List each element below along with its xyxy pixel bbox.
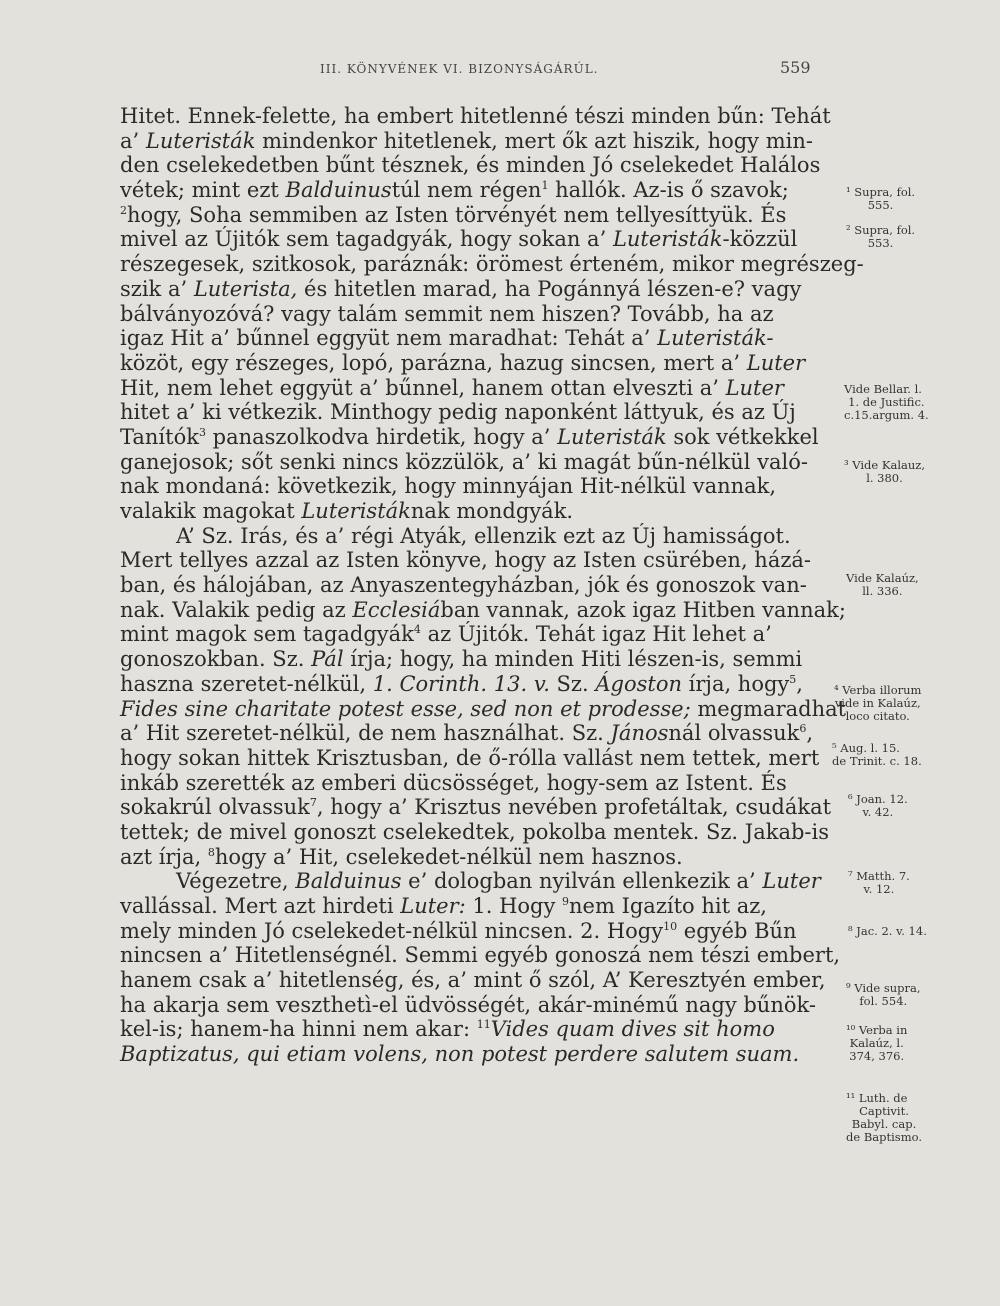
margin-note-line: 374, 376.: [849, 1049, 905, 1063]
text-segment: a’ Hit szeretet-nélkül, de nem használhat. Sz.: [120, 721, 611, 746]
margin-note-line: de Baptismo.: [846, 1130, 922, 1144]
text-line: [120, 894, 840, 919]
margin-note-line: ⁶ Joan. 12.: [848, 792, 908, 806]
text-line: [120, 548, 840, 573]
margin-note: [846, 1024, 907, 1063]
text-segment: e’ dologban nyilván ellenkezik a’: [401, 869, 763, 894]
text-line: [120, 474, 840, 499]
margin-note: [846, 982, 921, 1008]
text-segment: részegesek, szitkosok, paráznák: örömest érteném, mikor megrészeg-: [120, 252, 864, 277]
margin-note-line: c.15.argum. 4.: [844, 408, 929, 422]
text-line: [120, 795, 840, 820]
text-segment: Mert tellyes azzal az Isten könyve, hogy az Isten csürében, házá-: [120, 548, 812, 573]
text-segment: hogy sokan hittek Krisztusban, de ő-rólla vallást nem tettek, mert: [120, 745, 820, 770]
text-segment: Luteristák: [557, 424, 667, 449]
text-segment: Végezetre,: [176, 869, 296, 894]
footnote-ref: 2: [120, 203, 127, 217]
text-segment: ha akarja sem veszthetì-el üdvösségét, akár-minémű nagy bűnök-: [120, 992, 816, 1017]
text-segment: Hitet. Ennek-felette, ha embert hitetlenné tészi minden bűn: Tehát: [120, 104, 831, 128]
text-segment: szik a’: [120, 276, 194, 301]
text-line: [120, 597, 846, 623]
margin-note: [848, 925, 927, 938]
text-segment: 1. Hogy: [465, 894, 563, 918]
text-line: [120, 573, 840, 598]
margin-note: [846, 572, 919, 598]
footnote-ref: 3: [198, 425, 206, 439]
margin-note: [848, 870, 910, 896]
text-segment: Fides sine charitate potest esse, sed non et prodesse;: [120, 696, 691, 721]
text-segment: nak mondgyák.: [410, 499, 574, 523]
margin-note-line: ⁴ Verba illorum: [834, 683, 922, 697]
text-line: [120, 1042, 840, 1067]
text-segment: ban, és hálojában, az Anyaszentegyházban, jók és gonoszok van-: [120, 573, 807, 598]
text-line: [120, 129, 840, 154]
text-segment: mivel az Újitók sem tagadgyák, hogy sokan a’: [120, 227, 613, 252]
text-line: [120, 227, 840, 252]
text-segment: nak. Valakik pedig az: [120, 597, 353, 622]
text-segment: mint magok sem tagadgyák: [120, 622, 414, 647]
text-segment: Luteristák: [612, 227, 723, 252]
text-segment: nál olvassuk: [668, 721, 800, 746]
margin-note: [844, 383, 929, 422]
text-segment: , hogy a’ Krisztus nevében profetáltak, csudákat: [316, 795, 832, 820]
text-segment: -közzül: [722, 227, 798, 252]
margin-note-line: v. 42.: [862, 805, 894, 819]
text-segment: Luterista,: [193, 276, 298, 301]
text-segment: nak mondaná: következik, hogy minnyájan Hit-nélkül vannak,: [120, 474, 777, 499]
text-segment: hogy a’ Hit, cselekedet-nélkül nem hasznos.: [214, 844, 683, 869]
text-segment: A’ Sz. Irás, és a’ régi Atyák, ellenzik ezt az Új hamisságot.: [176, 523, 791, 548]
text-line: [120, 425, 840, 450]
footnote-ref: 10: [663, 919, 678, 933]
text-segment: Luteristák: [145, 128, 256, 153]
margin-note-line: 553.: [867, 236, 894, 250]
margin-note-line: ¹⁰ Verba in: [846, 1023, 908, 1037]
text-segment: mely minden Jó cselekedet-nélkül nincsen. 2. Hogy: [120, 918, 664, 943]
margin-note-line: l. 380.: [866, 471, 903, 485]
margin-note-line: Vide Bellar. l.: [844, 382, 922, 396]
text-segment: Luter: [762, 869, 821, 894]
text-segment: hitet a’ ki vétkezik. Minthogy pedig naponként láttyuk, és az Új: [120, 400, 796, 425]
margin-note: [846, 186, 915, 212]
margin-note-line: 1. de Justific.: [848, 395, 925, 409]
text-segment: sokakrúl olvassuk: [120, 795, 310, 820]
text-line: [120, 771, 840, 796]
text-segment: Hit, nem lehet eggyüt a’ bűnnel, hanem ottan elveszti a’: [120, 375, 726, 400]
text-segment: írja; hogy, ha minden Hiti lészen-is, semmi: [343, 647, 803, 672]
text-segment: azt írja,: [120, 844, 208, 869]
text-segment: közöt, egy részeges, lopó, parázna, hazug sincsen, mert a’: [120, 350, 747, 375]
text-line: [120, 869, 840, 894]
text-segment: Luteristák-: [657, 326, 774, 351]
text-line: [120, 943, 840, 968]
text-segment: a’: [120, 128, 146, 153]
margin-note: [846, 1092, 922, 1144]
margin-note-line: ² Supra, fol.: [846, 223, 916, 237]
text-segment: vétek; mint ezt: [120, 178, 286, 203]
text-segment: sok vétkekkel: [666, 424, 819, 449]
margin-note-line: Kalaúz, l.: [849, 1036, 904, 1050]
text-line: [120, 1017, 840, 1042]
text-line: [120, 178, 840, 203]
text-line: [120, 746, 840, 771]
text-line: [120, 153, 840, 178]
text-segment: kel-is; hanem-ha hinni nem akar:: [120, 1017, 477, 1042]
text-segment: az Újitók. Tehát igaz Hit lehet a’: [420, 622, 772, 647]
margin-note: [844, 459, 925, 485]
margin-note-line: de Trinit. c. 18.: [832, 754, 922, 768]
margin-note: [848, 793, 908, 819]
margin-note-line: 555.: [867, 198, 894, 212]
text-segment: Luter:: [400, 894, 466, 918]
text-segment: Balduinus: [285, 178, 392, 203]
footnote-ref: 7: [309, 796, 317, 810]
text-segment: megmaradhat: [690, 696, 847, 721]
footnote-ref: 11: [476, 1018, 491, 1032]
margin-note-line: Vide Kalaúz,: [846, 571, 919, 585]
footnote-ref: 5: [789, 672, 797, 686]
footnote-ref: 8: [207, 845, 215, 859]
margin-note-line: v. 12.: [863, 882, 895, 896]
body-text: [120, 104, 864, 1067]
text-segment: Ecclesiá: [352, 597, 441, 622]
text-line: [120, 845, 840, 870]
text-segment: bálványozóvá? vagy talám semmit nem hiszen? Tovább, ha az: [120, 301, 774, 326]
text-line: [120, 721, 840, 746]
text-line: [120, 696, 847, 722]
text-segment: gonoszokban. Sz.: [120, 647, 312, 672]
text-segment: nincsen a’ Hitetlenségnél. Semmi egyéb gonoszá nem tészi embert,: [120, 943, 841, 968]
text-segment: és hitetlen marad, ha Pogánnyá lészen-e? vagy: [297, 276, 802, 301]
footnote-ref: 1: [541, 179, 549, 193]
text-segment: János: [610, 721, 669, 746]
page-number: 559: [780, 58, 811, 77]
text-line: [120, 622, 840, 647]
margin-note-line: Babyl. cap.: [851, 1117, 917, 1131]
footnote-ref: 4: [413, 623, 421, 637]
margin-note: [832, 742, 922, 768]
text-segment: hanem csak a’ hitetlenség, és, a’ mint ő szól, A’ Keresztyén ember,: [120, 968, 826, 993]
text-line: [120, 450, 840, 475]
margin-note-line: Captivit.: [859, 1104, 909, 1118]
text-segment: den cselekedetben bűnt tésznek, és minden Jó cselekedet Halálos: [120, 153, 821, 178]
text-segment: tettek; de mivel gonoszt cselekedtek, pokolba mentek. Sz. Jakab-is: [120, 819, 829, 844]
text-line: [120, 499, 840, 524]
text-segment: Baptizatus, qui etiam volens, non potest perdere salutem suam.: [120, 1042, 800, 1067]
margin-note-line: vide in Kalaúz,: [834, 696, 921, 710]
text-segment: ban vannak, azok igaz Hitben vannak;: [440, 597, 846, 622]
margin-note: [846, 224, 915, 250]
margin-note-line: ⁷ Matth. 7.: [848, 869, 910, 883]
text-segment: nem Igazíto hit az,: [569, 894, 767, 918]
text-segment: Balduinus: [295, 869, 402, 894]
text-segment: Tanítók: [120, 424, 199, 449]
footnote-ref: 6: [799, 722, 807, 736]
text-segment: mindenkor hitetlenek, mert ők azt hiszik, hogy min-: [255, 128, 813, 153]
text-line: [120, 968, 840, 993]
text-line: [120, 376, 840, 401]
text-segment: ,: [796, 671, 803, 696]
text-line: [120, 252, 864, 277]
margin-note-line: ll. 336.: [862, 584, 903, 598]
text-segment: Luteristák: [301, 499, 411, 523]
text-segment: ganejosok; sőt senki nincs közzülök, a’ ki magát bűn-nélkül való-: [120, 449, 809, 474]
margin-note-line: loco citato.: [845, 709, 910, 723]
text-segment: panaszolkodva hirdetik, hogy a’: [205, 424, 558, 449]
text-segment: inkáb szerették az emberi dücsösséget, hogy-sem az Istent. És: [120, 770, 787, 795]
margin-note-line: ¹¹ Luth. de: [846, 1091, 908, 1105]
text-segment: Vides quam dives sit homo: [490, 1017, 775, 1042]
text-segment: Luter: [746, 350, 806, 375]
text-segment: túl nem régen: [391, 178, 542, 203]
text-line: [120, 400, 840, 425]
text-segment: hogy, Soha semmiben az Isten törvényét nem tellyesíttyük. És: [127, 202, 787, 227]
text-line: [120, 524, 840, 549]
text-line: [120, 820, 840, 845]
text-line: [120, 647, 840, 672]
margin-note-line: ⁸ Jac. 2. v. 14.: [848, 924, 927, 938]
text-line: [120, 919, 840, 944]
margin-note-line: ⁵ Aug. l. 15.: [832, 741, 900, 755]
text-segment: vallással. Mert azt hirdeti: [120, 894, 401, 918]
text-line: [120, 993, 840, 1018]
text-segment: Ágoston: [595, 671, 682, 696]
text-segment: egyéb Bűn: [677, 918, 797, 943]
text-segment: haszna szeretet-nélkül,: [120, 671, 373, 696]
text-segment: Pál: [311, 647, 344, 672]
margin-note: [834, 684, 921, 723]
text-line: [120, 326, 840, 351]
text-segment: igaz Hit a’ bűnnel eggyüt nem maradhat: Tehát a’: [120, 326, 658, 351]
text-line: [120, 203, 840, 228]
margin-note-line: ³ Vide Kalauz,: [844, 458, 925, 472]
text-segment: Luter: [725, 375, 784, 400]
text-line: [120, 104, 840, 129]
text-segment: ,: [806, 721, 814, 746]
text-line: [120, 672, 840, 697]
margin-note-line: ¹ Supra, fol.: [846, 185, 916, 199]
text-segment: hallók. Az-is ő szavok;: [548, 178, 789, 203]
margin-note-line: ⁹ Vide supra,: [846, 981, 921, 995]
text-line: [120, 277, 840, 302]
text-segment: 1. Corinth. 13. v.: [372, 671, 550, 696]
running-title: III. KÖNYVÉNEK VI. BIZONYSÁGÁRÚL.: [320, 62, 599, 76]
text-segment: írja, hogy: [682, 671, 790, 696]
margin-note-line: fol. 554.: [859, 994, 908, 1008]
text-line: [120, 302, 840, 327]
footnote-ref: 9: [562, 895, 570, 908]
text-line: [120, 351, 840, 376]
text-segment: valakik magokat: [120, 499, 302, 523]
text-segment: Sz.: [549, 671, 596, 696]
